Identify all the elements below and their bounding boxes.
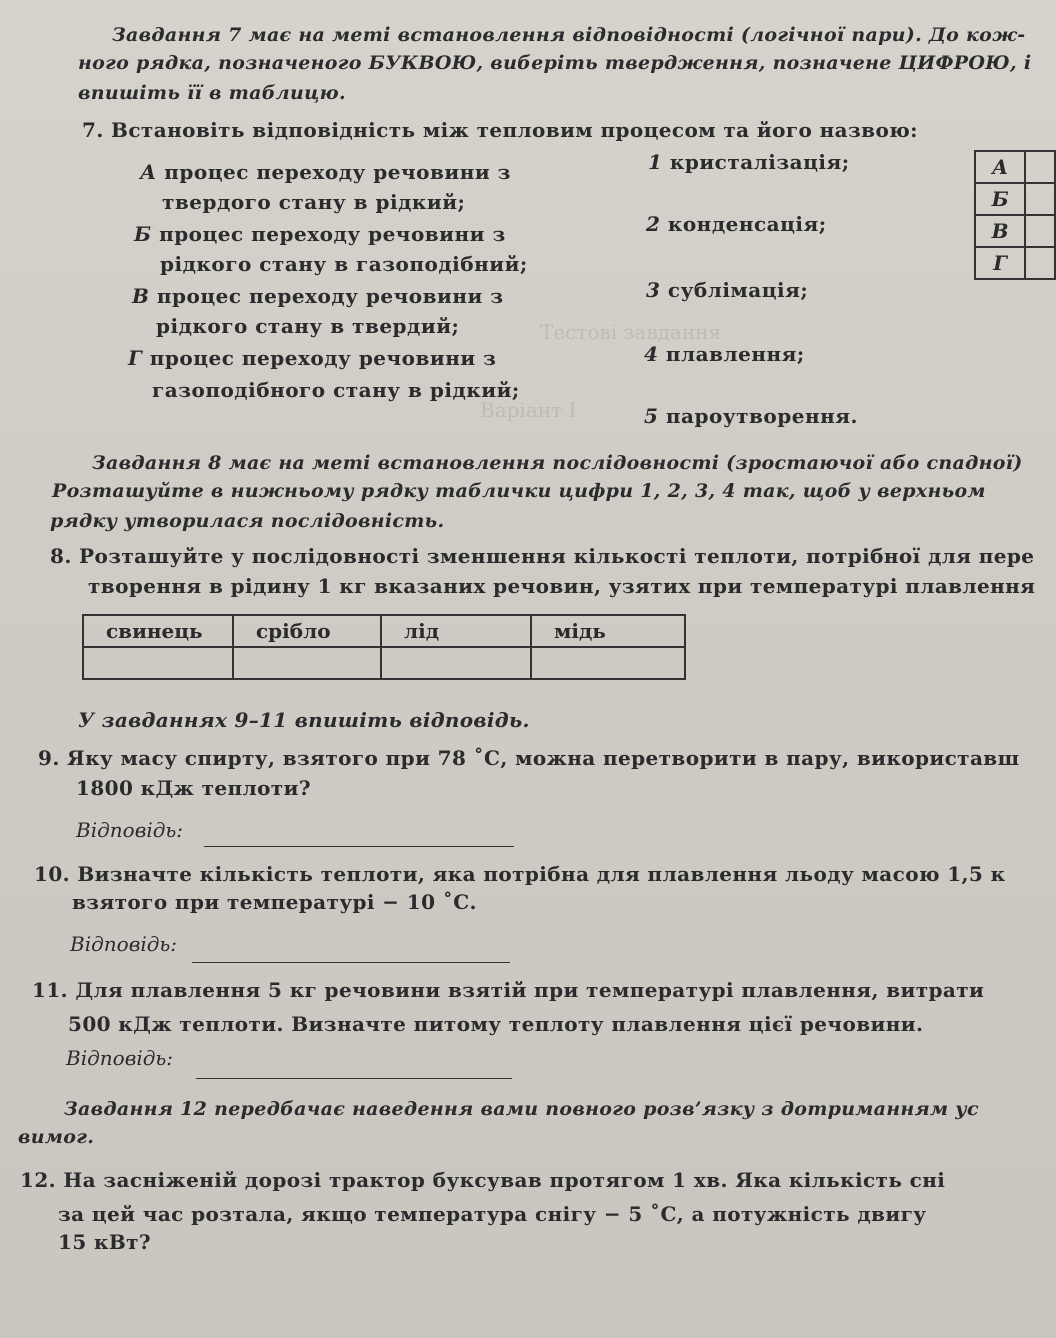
section-heading: У завданнях 9–11 впишіть відповідь.: [78, 708, 530, 732]
task10-question-cont: взятого при температурі − 10 ˚С.: [72, 890, 477, 914]
answer-cell[interactable]: [1025, 215, 1055, 247]
answer-label: Відповідь:: [70, 932, 178, 956]
task12-question: 12. На засніженій дорозі трактор буксував протягом 1 хв. Яка кількість сні: [20, 1168, 946, 1192]
task8-sequence-table: [82, 614, 686, 680]
bleed-through-text: Варіант I: [480, 398, 577, 422]
task9-question-cont: 1800 кДж теплоти?: [76, 776, 311, 800]
task10-question: 10. Визначте кількість теплоти, яка потрібна для плавлення льоду масою 1,5 к: [34, 862, 1006, 886]
substance-cell: мідь: [531, 615, 685, 647]
bleed-through-text: Тестові завдання: [540, 320, 722, 344]
task7-option-a-cont: твердого стану в рідкий;: [162, 190, 466, 214]
task9-question: 9. Яку масу спирту, взятого при 78 ˚С, можна перетворити в пару, використавш: [38, 746, 1020, 770]
task8-intro-line: Розташуйте в нижньому рядку таблички цифри 1, 2, 3, 4 так, щоб у верхньом: [52, 480, 986, 502]
answer-line[interactable]: [196, 1078, 512, 1079]
task7-answer-table: [974, 150, 1056, 280]
task8-intro-line: Завдання 8 має на меті встановлення послідовності (зростаючої або спадної): [92, 452, 1023, 474]
task7-option-v: В процес переходу речовини з: [132, 284, 504, 308]
task7-option-g-cont: газоподібного стану в рідкий;: [152, 378, 520, 402]
task12-question-cont: за цей час розтала, якщо температура снігу − 5 ˚С, а потужність двигу: [58, 1202, 927, 1226]
task7-intro-line: впишіть її в таблицю.: [78, 82, 346, 104]
order-input-cell[interactable]: [83, 647, 233, 679]
answer-line[interactable]: [204, 846, 514, 847]
task7-answer-4: 4 плавлення;: [644, 342, 805, 366]
task7-answer-1: 1 кристалізація;: [648, 150, 850, 174]
table-cell-letter: Б: [975, 183, 1025, 215]
task7-answer-3: 3 сублімація;: [646, 278, 809, 302]
answer-cell[interactable]: [1025, 151, 1055, 183]
task8-intro-line: рядку утворилася послідовність.: [50, 510, 445, 532]
substance-cell: лід: [381, 615, 531, 647]
task7-intro-line: Завдання 7 має на меті встановлення відповідності (логічної пари). До кож-: [112, 24, 1026, 46]
task8-question-cont: творення в рідину 1 кг вказаних речовин, узятих при температурі плавлення: [88, 574, 1036, 598]
task7-option-v-cont: рідкого стану в твердий;: [156, 314, 460, 338]
task7-intro-line: ного рядка, позначеного БУКВОЮ, виберіть твердження, позначене ЦИФРОЮ, і: [78, 52, 1032, 74]
answer-label: Відповідь:: [66, 1046, 174, 1070]
order-input-cell[interactable]: [233, 647, 381, 679]
order-input-cell[interactable]: [381, 647, 531, 679]
answer-line[interactable]: [192, 962, 510, 963]
task7-answer-2: 2 конденсація;: [646, 212, 827, 236]
answer-label: Відповідь:: [76, 818, 184, 842]
task11-question: 11. Для плавлення 5 кг речовини взятій при температурі плавлення, витрати: [32, 978, 985, 1002]
order-input-cell[interactable]: [531, 647, 685, 679]
task12-intro-line: Завдання 12 передбачає наведення вами повного розв’язку з дотриманням ус: [64, 1098, 979, 1120]
table-cell-letter: Г: [975, 247, 1025, 279]
task7-question: 7. Встановіть відповідність між тепловим процесом та його назвою:: [82, 118, 918, 142]
task11-question-cont: 500 кДж теплоти. Визначте питому теплоту плавлення цієї речовини.: [68, 1012, 924, 1036]
substance-cell: срібло: [233, 615, 381, 647]
substance-cell: свинець: [83, 615, 233, 647]
answer-cell[interactable]: [1025, 247, 1055, 279]
task8-question: 8. Розташуйте у послідовності зменшення кількості теплоти, потрібної для пере: [50, 544, 1035, 568]
table-cell-letter: В: [975, 215, 1025, 247]
task7-option-b: Б процес переходу речовини з: [134, 222, 506, 246]
task7-option-g: Г процес переходу речовини з: [128, 346, 497, 370]
task7-answer-5: 5 пароутворення.: [644, 404, 858, 428]
task7-option-a: А процес переходу речовини з: [140, 160, 511, 184]
task12-question-cont: 15 кВт?: [58, 1230, 152, 1254]
task12-intro-line: вимог.: [18, 1126, 95, 1148]
table-cell-letter: А: [975, 151, 1025, 183]
answer-cell[interactable]: [1025, 183, 1055, 215]
task7-option-b-cont: рідкого стану в газоподібний;: [160, 252, 528, 276]
